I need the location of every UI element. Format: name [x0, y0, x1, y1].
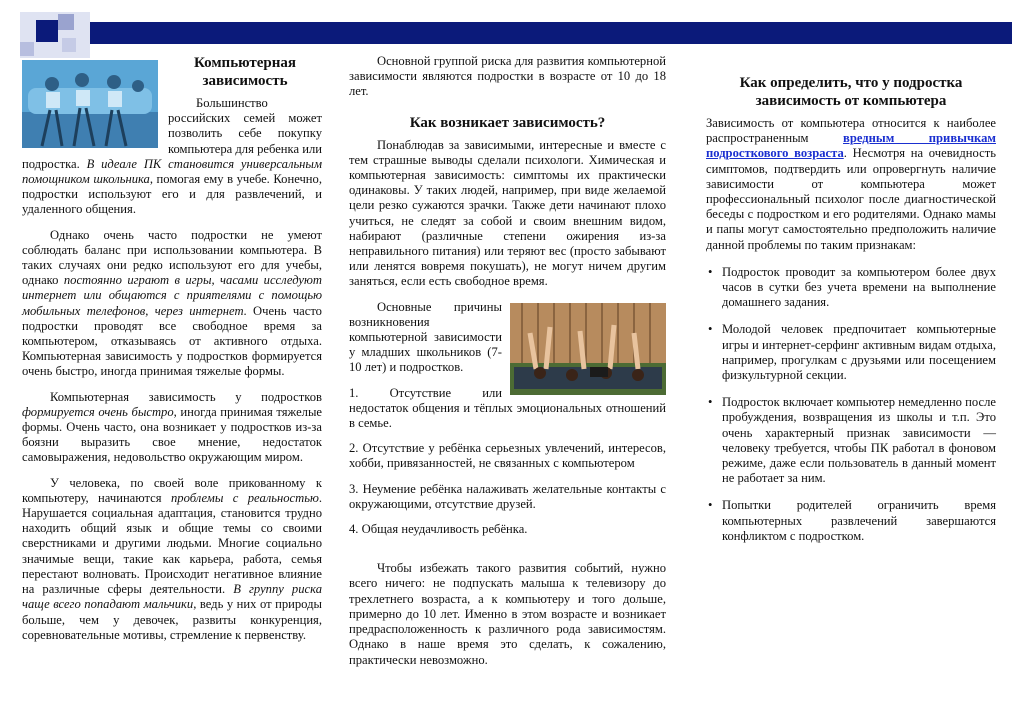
col1-title: Компьютерная зависимость — [193, 55, 297, 89]
symptoms-list — [706, 265, 996, 544]
col2-title: Как возникает зависимость? — [409, 114, 606, 131]
harmful-habits-link[interactable]: вредным привычкам подросткового возраста — [706, 131, 996, 161]
col3-title: Как определить, что у подростка зависимость от компьютера — [739, 75, 963, 109]
col1-paragraph-1: Большинство российских семей может позволить себе покупку компьютера для ребенка или подростка. В идеале ПК становится универсальным помощником школьника, помогая ему в учебе. Конечно, подростки используют его и для развлечений, и удаленного общения. — [22, 96, 323, 217]
list-item: • Подросток проводит за компьютером более двух часов в сутки без учета времени на выполнение домашнего задания. — [706, 265, 996, 311]
cause-item-3: 3. Неумение ребёнка налаживать желательные контакты с окружающими, отсутствие друзей. — [349, 481, 666, 511]
col2-intro: Основной группой риска для развития компьютерной зависимости являются подростки в возрасте от 10 до 18 лет. — [349, 54, 666, 99]
column-right — [706, 50, 996, 556]
column-left — [22, 50, 322, 653]
cause-item-4: 4. Общая неудачливость ребёнка. — [349, 522, 528, 537]
list-item: • Подросток включает компьютер немедленно после пробуждения, возвращения из школы и т.п. Это очень характерный признак зависимости — человеку требуется, чтобы ПК работал в фоновом режиме, даже если пользователь в данный момент не работает за ним. — [706, 395, 996, 486]
col3-paragraph-1: Зависимость от компьютера относится к наиболее распространенным вредным привычкам подросткового возраста. Несмотря на очевидность симптомов, подтвердить или опровергнуть наличие зависимости от компьютера может профессиональный психолог после диагностической беседы с подростком и его родителями. Однако мамы и папы могут самостоятельно предположить наличие данной проблемы по таким признакам: — [706, 116, 996, 252]
col2-paragraph-2: Основные причины возникновения компьютерной зависимости у младших школьников (7-10 лет) и подростков. — [349, 299, 502, 375]
cause-item-1: 1. Отсутствие или недостаток общения и тёплых эмоциональных отношений в семье. — [349, 385, 666, 431]
list-item: • Попытки родителей ограничить время компьютерных развлечений завершаются конфликтом с подростком. — [706, 498, 996, 544]
col1-paragraph-2: Однако очень часто подростки не умеют соблюдать баланс при использовании компьютера. В таких случаях они редко используют его для учебы, однако постоянно играют в игры, часами исследуют интернет или общаются с приятелями с помощью мобильных телефонов, через интернет. Очень часто подростки проводят все свободное время за компьютером, отказываясь от активного отдыха. Компьютерная зависимость у подростков формируется очень быстро, иногда принимая тяжелые формы. — [22, 227, 322, 379]
photo-kids-by-fence — [510, 303, 666, 395]
cause-item-2: 2. Отсутствие у ребёнка серьезных увлечений, интересов, хобби, привязанностей, не связанных с компьютером — [349, 441, 666, 471]
column-middle — [349, 50, 666, 678]
col1-paragraph-3: Компьютерная зависимость у подростков формируется очень быстро, иногда принимая тяжелые формы. Очень часто, она возникает у подростков из-за боязни выразить свое мнение, недостаток самовыражения, недовольство окружающим миром. — [22, 389, 322, 465]
col2-paragraph-3: Чтобы избежать такого развития событий, нужно всего ничего: не подпускать малыша к телевизору до трехлетнего возраста, а к компьютеру и того дольше, примерно до 10 лет. Именно в этом возрасте и возникает предрасположенность к различного рода зависимостям. Однако в наше время это сделать, к сожалению, практически невозможно. — [349, 561, 666, 667]
list-item: • Молодой человек предпочитает компьютерные игры и интернет-серфинг активным видам отдыха, например, прогулкам с друзьями или посещением физкультурной секции. — [706, 322, 996, 383]
col1-paragraph-4: У человека, по своей воле прикованному к компьютеру, начинаются проблемы с реальностью. Нарушается социальная адаптация, становится трудно находить общий язык и общие темы со своими сверстниками и другими людьми. Многие социально значимые вещи, такие как карьера, работа, семья перестают волновать. Происходит негативное влияние на различные сферы деятельности. В группу риска чаще всего попадают мальчики, ведь у них от природы больше, чем у девочек, развиты конкуренция, соревновательные мотивы, стремление к первенству. — [22, 475, 322, 642]
col2-paragraph-1: Понаблюдав за зависимыми, интересные и вместе с тем страшные выводы сделали психологи. Химическая и компьютерная зависимость: симптомы их практически одинаковы. У таких людей, например, при виде желаемой цели резко сужаются зрачки. Также дети начинают плохо учиться, не следят за собой и своим внешним видом, набирают (различные степени ожирения из-за неправильного питания) или теряют вес (просто забывают или ленятся вовремя покушать), не могут ничем другим заняться, если есть свободное время. — [349, 137, 666, 289]
photo-teens-with-laptops — [22, 60, 158, 148]
